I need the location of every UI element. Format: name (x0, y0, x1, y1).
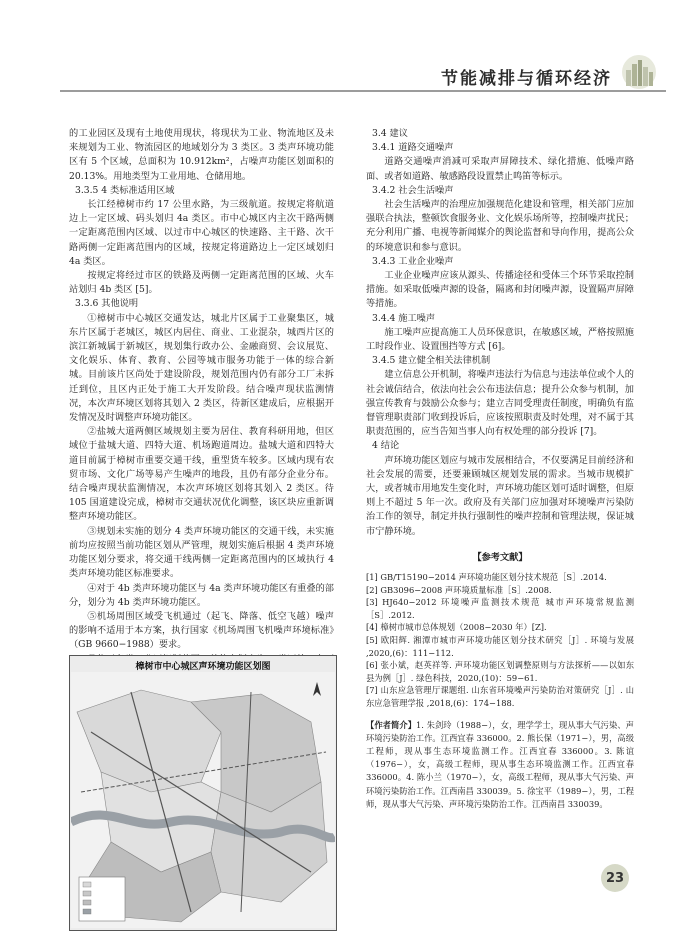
section-heading: 3.4.4 施工噪声 (372, 312, 436, 324)
body-paragraph: 的工业园区及现有土地使用现状，将现状为工业、物流地区及未来规划为工业、物流园区的地域划分为 3 类区。3 类声环境功能区有 5 个区域，总面积为 10.912km²，占噪声功能区划面积的 20.13%。用地类型为工业用地、仓储用地。 (69, 128, 334, 182)
reference-item: [2] GB3096−2008 声环境质量标准［S］.2008. (366, 584, 552, 595)
page-number-badge (601, 864, 629, 892)
map-legend-swatch (83, 900, 91, 905)
section-heading: 3.3.5 4 类标准适用区域 (75, 184, 175, 196)
body-paragraph: 道路交通噪声消减可采取声屏障技术、绿化措施、低噪声路面、或者如道路、敏感路段设置禁止鸣笛等标示。 (366, 156, 634, 182)
reference-item: [1] GB/T15190−2014 声环境功能区划分技术规范［S］.2014. (366, 572, 607, 583)
body-paragraph: 施工噪声应提高施工人员环保意识，在敏感区域，严格按照施工时段作业、设置围挡等方式 [6]。 (366, 326, 634, 353)
body-paragraph: ⑤机场周围区域受飞机通过（起飞、降落、低空飞越）噪声的影响不适用于本方案，执行国家《机场周围飞机噪声环境标准》（GB 9660−1988）要求。 (69, 610, 334, 651)
author-bio-text: 1. 朱剑玲（1988−），女，理学学士，现从事大气污染、声环境污染防治工作。江西宜春 336000。2. 熊长保（1971−），男，高级工程师，现从事生态环境监测工作。江西宜春 336000。3. 陈谊（1976−），女，高级工程师，现从事生态环境监测工作。江西宜春 336000。4. 陈小兰（1970−），女，高级工程师，现从事大气污染、声环境污染防治工作。江西南昌 330039。5. 徐宝平（1989−），男，工程师，现从事大气污染、声环境污染防治工作。江西南昌 330039。 (366, 719, 634, 809)
map-legend-swatch (83, 882, 91, 887)
city-skyline-icon (618, 54, 660, 90)
zoning-map (71, 672, 335, 928)
section-heading: 4 结论 (372, 440, 400, 452)
section-heading: 3.4 建议 (372, 128, 408, 139)
body-paragraph: 按规定将经过市区的铁路及两侧一定距离范围的区域、火车站划归 4b 类区 [5]。 (69, 270, 334, 296)
body-paragraph: 长江经樟树市约 17 公里水路，为三级航道。按规定将航道边上一定区域、码头划归 4a 类区。市中心城区内主次干路两侧一定距离范围内区域、以过市中心城区的快速路、主干路、次干路两侧一定距离范围内的区域，按规定将道路边上一定区域划归 4a 类区。 (69, 199, 334, 267)
map-title: 樟树市中心城区声环境功能区划图 (135, 662, 271, 672)
map-legend-swatch (83, 891, 91, 896)
body-paragraph: ②盐城大道两侧区域规划主要为居住、教育科研用地，但区域位于盐城大道、四特大道、机场跑道周边。盐城大道和四特大道目前属于樟树市重要交通干线，重型货车较多。区域内现有农贸市场、文化广场等易产生噪声的地段，且仍有部分企业分布。结合噪声现状监测情况，本次声环境区划将其划入 2 类区。待 105 国道建设完成，樟树市交通状况优化调整，该区块应重新调整声环境功能区。 (69, 426, 334, 523)
body-paragraph: 社会生活噪声的治理应加强规范化建设和管理，相关部门应加强联合执法，整顿饮食服务业、文化娱乐场所等，控制噪声扰民；充分利用广播、电视等新闻媒介的舆论监督和导向作用，提高公众的环境意识和参与意识。 (366, 199, 634, 253)
reference-item: [7] 山东应急管理厅课题组. 山东省环境噪声污染防治对策研究［J］. 山东应急管理学报 ,2018,(6)：174−188. (366, 685, 634, 709)
right-column-text (366, 127, 634, 539)
section-heading: 3.4.2 社会生活噪声 (372, 184, 454, 196)
body-paragraph: 建立信息公开机制，将噪声违法行为信息与违法单位或个人的社会诚信结合，依法向社会公布违法信息；提升公众参与机制，加强宣传教育与鼓励公众参与；建立吉同受理责任制度，明确负有监督管理职责部门收到投诉后，应该按照职责及时处理，对不属于其职责范围的，应当告知当事人向有权处理的部分投诉 [7]。 (366, 369, 634, 438)
body-paragraph: 声环境功能区划应与城市发展相结合，不仅要满足目前经济和社会发展的需要，还要兼顾城区规划发展的需求。当城市规模扩大，或者城市用地发生变化时，声环境功能区划可适时调整，但原则上不超过 5 年一次。政府及有关部门应加强对环境噪声污染防治工作的领导，制定并执行强制性的噪声控制和管理法规，保证城市宁静环境。 (366, 454, 634, 537)
author-bio-label: 【作者简介】 (366, 719, 417, 730)
reference-item: [4] 樟树市城市总体规划（2008−2030 年）[Z]. (366, 622, 547, 633)
header-divider (60, 90, 666, 92)
journal-section-title: 节能减排与循环经济 (441, 69, 612, 89)
reference-item: [6] 张小斌，赵英祥等. 声环境功能区划调整原则与方法探析——以如东县为例［J］. 绿色科技，2020,(10)：59−61. (366, 660, 634, 683)
body-paragraph: 工业企业噪声应该从源头、传播途径和受体三个环节采取控制措施。如采取低噪声源的设备，隔离和封闭噪声源，设置隔声屏障等措施。 (366, 270, 634, 310)
body-paragraph: ③规划未实施的划分 4 类声环境功能区的交通干线，未实施前均应按照当前功能区划从严管理，规划实施后根据 4 类声环境功能区划分要求，将交通干线两侧一定距离范围内的区域执行 4 类声环境功能区标准要求。 (69, 525, 334, 580)
left-column (69, 127, 334, 724)
section-heading: 3.4.1 道路交通噪声 (372, 142, 454, 154)
section-heading: 3.3.6 其他说明 (75, 298, 139, 310)
right-column (366, 127, 634, 811)
zoning-map-figure (69, 655, 337, 931)
author-bio (366, 719, 634, 811)
references-list (366, 571, 634, 710)
page-number: 23 (605, 870, 625, 886)
references-title: 【参考文献】 (472, 551, 528, 563)
reference-item: [3] HJ640−2012 环境噪声监测技术规范 城市声环境常规监测［S］.2012. (366, 597, 634, 620)
section-heading: 3.4.3 工业企业噪声 (372, 255, 454, 267)
page-header (0, 0, 700, 92)
section-heading: 3.4.5 建立健全相关法律机制 (372, 355, 491, 367)
map-legend-swatch (83, 909, 91, 914)
left-column-text (69, 127, 334, 724)
body-paragraph: ①樟树市中心城区交通发达，城北片区属于工业聚集区，城东片区属于老城区，城区内居住、商业、工业混杂，城西片区的滨江新城属于新城区，规划集行政办公、金融商贸、会议展览、文化娱乐、体育、教育、公园等城市服务功能于一体的综合新城。目前该片区尚处于建设阶段，规划范围内仍有部分工厂未拆迁到位，且区内正处于施工大开发阶段。结合噪声现状监测情况，本次声环境区划将其划入 2 类区，待新区建成后，应根据开发情况及时调整声环境功能区。 (69, 312, 334, 424)
reference-item: [5] 欧阳辉. 湘潭市城市声环境功能区划分技术研究［J］. 环境与发展 ,2020,(6)：111−112. (366, 635, 634, 658)
body-paragraph: ④对于 4b 类声环境功能区与 4a 类声环境功能区有重叠的部分，划分为 4b 类声环境功能区。 (69, 582, 334, 608)
